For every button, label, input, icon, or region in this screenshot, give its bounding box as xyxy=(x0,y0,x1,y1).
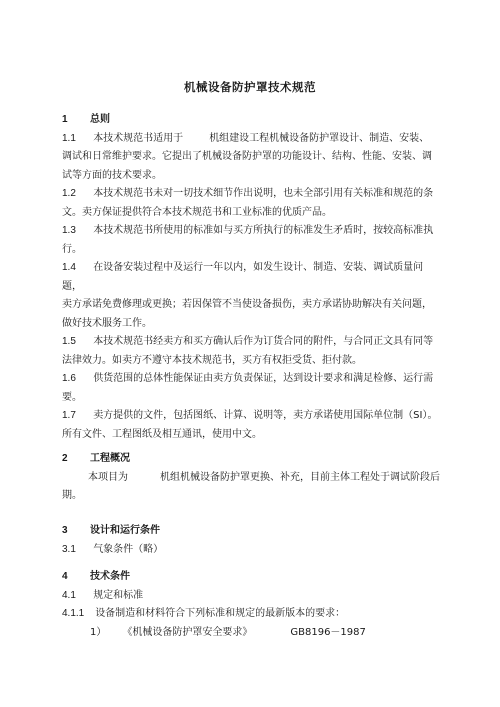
clause-number: 1.7 xyxy=(62,410,76,421)
clause-number: 1.4 xyxy=(62,262,76,273)
section-title: 总则 xyxy=(90,114,110,125)
section-number: 4 xyxy=(62,571,68,582)
clause-text: 行。 xyxy=(62,243,82,255)
clause-text: 本技术规范书经卖方和买方确认后作为订货合同的附件，与合同正文具有同等 xyxy=(93,336,434,347)
clause-number: 4.1 xyxy=(62,589,76,601)
clause-3-1 xyxy=(62,541,442,560)
clause-text: 卖方提供的文件，包括图纸、计算、说明等，卖方承诺使用国际单位制（SI）。 xyxy=(93,410,438,421)
clause-text: 本技术规范书所使用的标准如与买方所执行的标准发生矛盾时，按较高标准执 xyxy=(93,225,434,236)
clause-4-1-1 xyxy=(62,605,442,624)
clause-1-6 xyxy=(62,370,442,407)
clause-text: 机组建设工程机械设备防护罩设计、制造、安装、 xyxy=(209,132,430,144)
section-2-body xyxy=(62,469,442,506)
body-text: 机组机械设备防护罩更换、补充，目前主体工程处于调试阶段后 xyxy=(160,471,440,483)
clause-number: 3.1 xyxy=(62,543,76,555)
section-title: 设计和运行条件 xyxy=(90,525,160,536)
clause-text: 供货范围的总体性能保证由卖方负责保证，达到设计要求和满足检修、运行需 xyxy=(93,373,434,384)
section-title: 工程概况 xyxy=(90,453,130,464)
clause-text: 文。卖方保证提供符合本技术规范书和工业标准的优质产品。 xyxy=(62,206,332,218)
clause-text: 要。 xyxy=(62,391,82,403)
clause-text: 做好技术服务工作。 xyxy=(62,317,152,329)
section-heading xyxy=(62,522,442,541)
clause-text: 调试和日常维护要求。它提出了机械设备防护罩的功能设计、结构、性能、安装、调 xyxy=(62,151,432,162)
clause-text: 试等方面的技术要求。 xyxy=(62,169,162,181)
section-number: 1 xyxy=(62,114,68,125)
clause-text: 规定和标准 xyxy=(93,589,144,601)
clause-text: 设备制造和材料符合下列标准和规定的最新版本的要求： xyxy=(95,608,346,619)
clause-1-3 xyxy=(62,222,442,259)
clause-1-4 xyxy=(62,259,442,333)
section-heading xyxy=(62,111,442,130)
clause-text: 在设备安装过程中及运行一年以内，如发生设计、制造、安装、调试质量问题， xyxy=(62,262,424,292)
clause-number: 1.3 xyxy=(62,225,76,236)
clause-number: 1.2 xyxy=(62,188,76,199)
clause-text: 本技术规范书未对一切技术细节作出说明，也未全部引用有关标准和规范的条 xyxy=(93,188,434,199)
section-heading xyxy=(62,450,442,469)
section-number: 3 xyxy=(62,525,68,536)
clause-4-1 xyxy=(62,587,442,606)
section-3 xyxy=(62,522,442,559)
clause-1-7 xyxy=(62,407,442,444)
section-title: 技术条件 xyxy=(90,571,130,582)
clause-number: 1.1 xyxy=(62,132,76,144)
clause-number: 4.1.1 xyxy=(62,608,85,619)
list-number: 1） xyxy=(90,626,107,638)
standard-code: GB8196－1987 xyxy=(290,626,366,638)
clause-number: 1.5 xyxy=(62,336,76,347)
section-4 xyxy=(62,568,442,642)
section-2 xyxy=(62,450,442,506)
clause-1-2 xyxy=(62,185,442,222)
section-heading xyxy=(62,568,442,587)
body-text: 期。 xyxy=(62,490,82,501)
clause-text: 本技术规范书适用于 xyxy=(93,132,184,144)
standard-list-item xyxy=(62,624,442,643)
clause-number: 1.6 xyxy=(62,373,76,384)
standard-name: 《机械设备防护罩安全要求》 xyxy=(122,626,253,638)
clause-text: 所有文件、工程图纸及相互通讯，使用中文。 xyxy=(62,428,262,440)
section-number: 2 xyxy=(62,453,68,464)
body-text: 本项目为 xyxy=(88,471,128,483)
clause-1-5 xyxy=(62,333,442,370)
clause-text: 卖方承诺免费修理或更换；若因保管不当使设备损伤，卖方承诺协助解决有关问题， xyxy=(62,299,432,310)
clause-text: 法律效力。如卖方不遵守本技术规范书，买方有权拒受货、拒付款。 xyxy=(62,354,362,366)
page-title: 机械设备防护罩技术规范 xyxy=(184,80,316,94)
clause-1-1 xyxy=(62,130,442,186)
section-1 xyxy=(62,111,442,444)
clause-text: 气象条件（略） xyxy=(93,543,164,555)
